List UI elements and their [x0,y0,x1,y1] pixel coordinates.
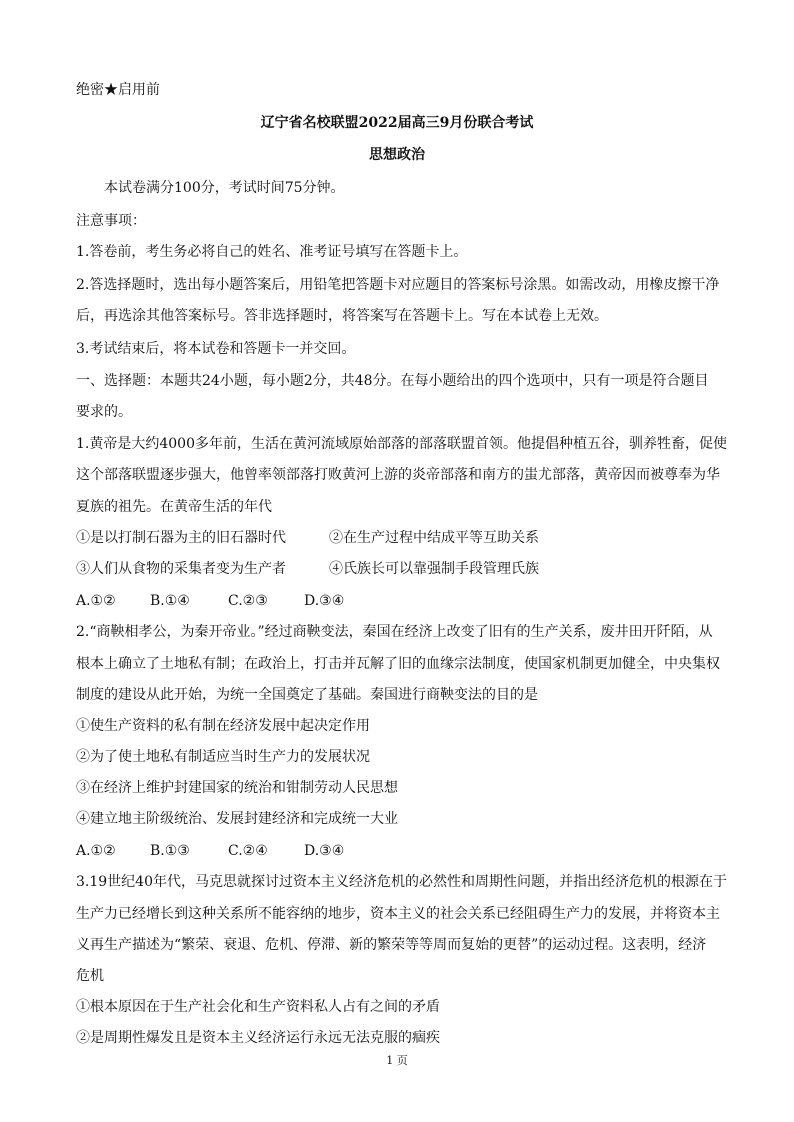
q2-statement-2: ②为了使土地私有制适应当时生产力的发展状况 [76,749,370,765]
note-2-line-2: 后，再选涂其他答案标号。答非选择题时，将答案写在答题卡上。写在本试卷上无效。 [76,308,608,324]
q1-line-1: 1.黄帝是大约4000多年前，生活在黄河流域原始部落的部落联盟首领。他提倡种植五谷，驯养牲畜，促使 [76,436,727,452]
q1-option-b: B.①④ [150,593,190,609]
q1-option-d: D.③④ [304,593,345,609]
note-2-line-1: 2.答选择题时，选出每小题答案后，用铅笔把答题卡对应题目的答案标号涂黑。如需改动，用橡皮擦干净 [76,277,720,293]
q2-option-d: D.③④ [304,843,345,859]
q1-statement-2: ②在生产过程中结成平等互助关系 [329,530,539,546]
q3-line-1: 3.19世纪40年代，马克思就探讨过资本主义经济危机的必然性和周期性问题，并指出经济危机的根源在于 [76,874,727,890]
page-number: 1 页 [386,1054,408,1067]
section-1-line-2: 要求的。 [76,404,132,420]
q1-line-3: 夏族的祖先。在黄帝生活的年代 [76,499,272,515]
q1-statement-3: ③人们从食物的采集者变为生产者 [76,561,286,577]
q1-option-a: A.①② [76,593,116,609]
q3-statement-2: ②是周期性爆发且是资本主义经济运行永远无法克服的痼疾 [76,1030,440,1046]
q2-option-b: B.①③ [150,843,190,859]
q1-statement-1: ①是以打制石器为主的旧石器时代 [76,530,286,546]
subject-title: 思想政治 [369,147,425,163]
notes-title: 注意事项： [76,213,146,229]
q2-option-c: C.②④ [228,843,268,859]
q2-statement-3: ③在经济上维护封建国家的统治和钳制劳动人民思想 [76,780,398,796]
q2-line-1: 2.“商鞅相孝公，为秦开帝业。”经过商鞅变法，秦国在经济上改变了旧有的生产关系，废井田开阡陌，从 [76,624,713,640]
q1-option-c: C.②③ [228,593,268,609]
note-3: 3.考试结束后，将本试卷和答题卡一并交回。 [76,341,356,357]
q2-statement-1: ①使生产资料的私有制在经济发展中起决定作用 [76,718,370,734]
q2-option-a: A.①② [76,843,116,859]
q2-line-2: 根本上确立了土地私有制；在政治上，打击并瓦解了旧的血缘宗法制度，使国家机制更加健全，中央集权 [76,656,720,672]
q3-line-2: 生产力已经增长到这种关系所不能容纳的地步，资本主义的社会关系已经阻碍生产力的发展，并将资本主 [76,906,720,922]
q1-statement-4: ④氏族长可以靠强制手段管理氏族 [329,561,539,577]
note-1: 1.答卷前，考生务必将自己的姓名、准考证号填写在答题卡上。 [76,244,468,260]
q3-line-3: 义再生产描述为“繁荣、衰退、危机、停滞、新的繁荣等等周而复始的更替”的运动过程。这表明，经济 [76,937,707,953]
score-time-text: 本试卷满分100分，考试时间75分钟。 [104,180,345,196]
q3-statement-1: ①根本原因在于生产社会化和生产资料私人占有之间的矛盾 [76,999,440,1015]
secret-mark: 绝密★启用前 [76,82,160,98]
section-1-line-1: 一、选择题：本题共24小题，每小题2分，共48分。在每小题给出的四个选项中，只有一项是符合题目 [76,373,709,389]
exam-title: 辽宁省名校联盟2022届高三9月份联合考试 [260,115,534,131]
q3-line-4: 危机 [76,968,104,984]
q1-line-2: 这个部落联盟逐步强大，他曾率领部落打败黄河上游的炎帝部落和南方的蚩尤部落，黄帝因而被尊奉为华 [76,467,720,483]
q2-line-3: 制度的建设从此开始，为统一全国奠定了基础。秦国进行商鞅变法的目的是 [76,687,538,703]
q2-statement-4: ④建立地主阶级统治、发展封建经济和完成统一大业 [76,811,398,827]
